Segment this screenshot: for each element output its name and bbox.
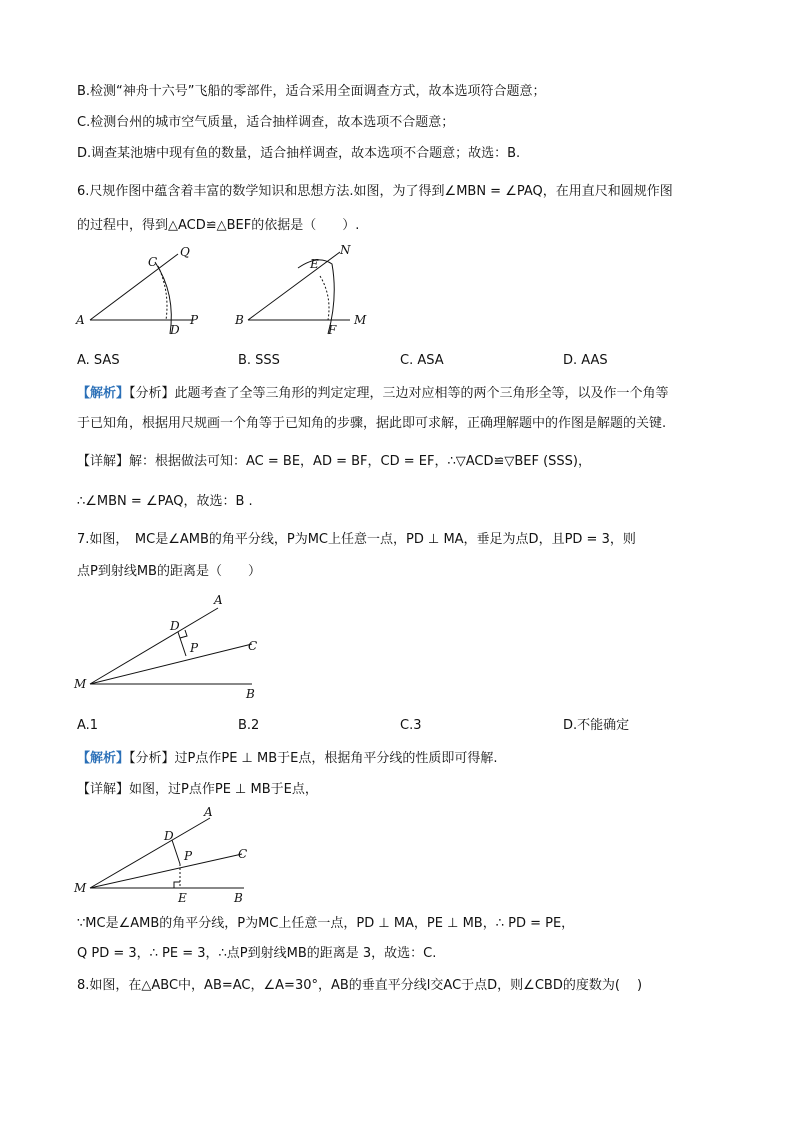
q6-analysis-line2: 于已知角，根据用尺规画一个角等于已知角的步骤，据此即可求解，正确理解题中的作图是解题的关键. — [77, 416, 667, 431]
question-7-line2: 点P到射线MB的距离是（ ） — [77, 564, 261, 579]
fig7-label-p: P — [190, 641, 199, 655]
q7-option-b: B.2 — [238, 718, 260, 733]
fig7b-label-b: B — [234, 891, 243, 905]
option-c-explanation: C.检测台州的城市空气质量，适合抽样调查，故本选项不合题意； — [77, 115, 455, 130]
fig6-label-a: A — [76, 313, 85, 327]
q6-option-c: C. ASA — [400, 353, 444, 368]
figure-6 — [70, 242, 390, 342]
q6-detail-line2: ∴∠MBN = ∠PAQ，故选：B . — [77, 494, 253, 509]
detail-tag: 【详解】 — [77, 454, 130, 469]
q7-option-d: D.不能确定 — [563, 718, 630, 733]
fig7b-label-a: A — [204, 805, 213, 819]
q6-detail-line1 — [77, 452, 591, 472]
q7-fenxi-tag: 【分析】 — [129, 751, 175, 766]
q7-detail-tag: 【详解】 — [77, 782, 130, 797]
fig6-label-b: B — [235, 313, 244, 327]
q6-analysis-text: 此题考查了全等三角形的判定定理，三边对应相等的两个三角形全等，以及作一个角等 — [174, 386, 669, 401]
fig7-label-a: A — [214, 593, 223, 607]
question-8: 8.如图，在△ABC中，AB=AC，∠A=30°，AB的垂直平分线l交AC于点D，则∠CBD的度数为( ) — [77, 978, 643, 993]
q7-detail-line2: ∵MC是∠AMB的角平分线，P为MC上任意一点，PD ⊥ MA，PE ⊥ MB，∴ PD = PE， — [77, 916, 575, 931]
fig7-label-d: D — [170, 619, 180, 633]
analysis-tag: 【解析】 — [77, 386, 130, 401]
fig7-label-c: C — [248, 639, 258, 653]
q6-option-d: D. AAS — [563, 353, 608, 368]
fig6-label-p: P — [190, 313, 199, 327]
fenxi-tag: 【分析】 — [129, 386, 175, 401]
q7-option-a: A.1 — [77, 718, 99, 733]
question-6-line1: 6.尺规作图中蕴含着丰富的数学知识和思想方法.如图，为了得到∠MBN = ∠PAQ，在用直尺和圆规作图 — [77, 184, 673, 199]
figure-7 — [74, 593, 274, 701]
figure-7-solution — [74, 806, 274, 910]
question-7-line1: 7.如图， MC是∠AMB的角平分线，P为MC上任意一点，PD ⊥ MA，垂足为点D，且PD = 3，则 — [77, 532, 636, 547]
fig6-label-c: C — [148, 255, 158, 269]
q6-analysis-line1 — [77, 384, 669, 404]
q7-analysis-line — [77, 749, 498, 769]
fig6-label-f: F — [328, 323, 337, 337]
q7-analysis-tag: 【解析】 — [77, 751, 130, 766]
fig6-label-m: M — [354, 313, 367, 327]
fig6-label-d: D — [170, 323, 180, 337]
fig7-label-b: B — [246, 687, 255, 701]
q6-option-b: B. SSS — [238, 353, 280, 368]
q7-detail-line1 — [77, 780, 318, 800]
question-6-line2: 的过程中，得到△ACD≌△BEF的依据是（ ）. — [77, 218, 360, 233]
q7-analysis-text: 过P点作PE ⊥ MB于E点，根据角平分线的性质即可得解. — [174, 751, 498, 766]
option-d-explanation: D.调查某池塘中现有鱼的数量，适合抽样调查，故本选项不合题意；故选：B. — [77, 146, 521, 161]
q7-detail-line3: Q PD = 3，∴ PE = 3，∴点P到射线MB的距离是 3，故选：C. — [77, 946, 437, 961]
fig6-label-n: N — [340, 243, 351, 257]
fig6-label-e: E — [310, 257, 319, 271]
q6-option-a: A. SAS — [77, 353, 120, 368]
fig7b-label-p: P — [184, 849, 193, 863]
q6-detail-text: 解：根据做法可知：AC = BE，AD = BF，CD = EF，∴▽ACD≌▽BEF (SSS)， — [129, 454, 591, 469]
fig6-label-q: Q — [180, 245, 190, 259]
q7-detail-text: 如图，过P点作PE ⊥ MB于E点， — [129, 782, 318, 797]
fig7b-label-c: C — [238, 847, 248, 861]
fig7b-label-d: D — [164, 829, 174, 843]
option-b-explanation: B.检测“神舟十六号”飞船的零部件，适合采用全面调查方式，故本选项符合题意； — [77, 84, 546, 99]
fig7-label-m: M — [74, 677, 87, 691]
q7-option-c: C.3 — [400, 718, 422, 733]
fig7b-label-e: E — [178, 891, 187, 905]
fig7b-label-m: M — [74, 881, 87, 895]
